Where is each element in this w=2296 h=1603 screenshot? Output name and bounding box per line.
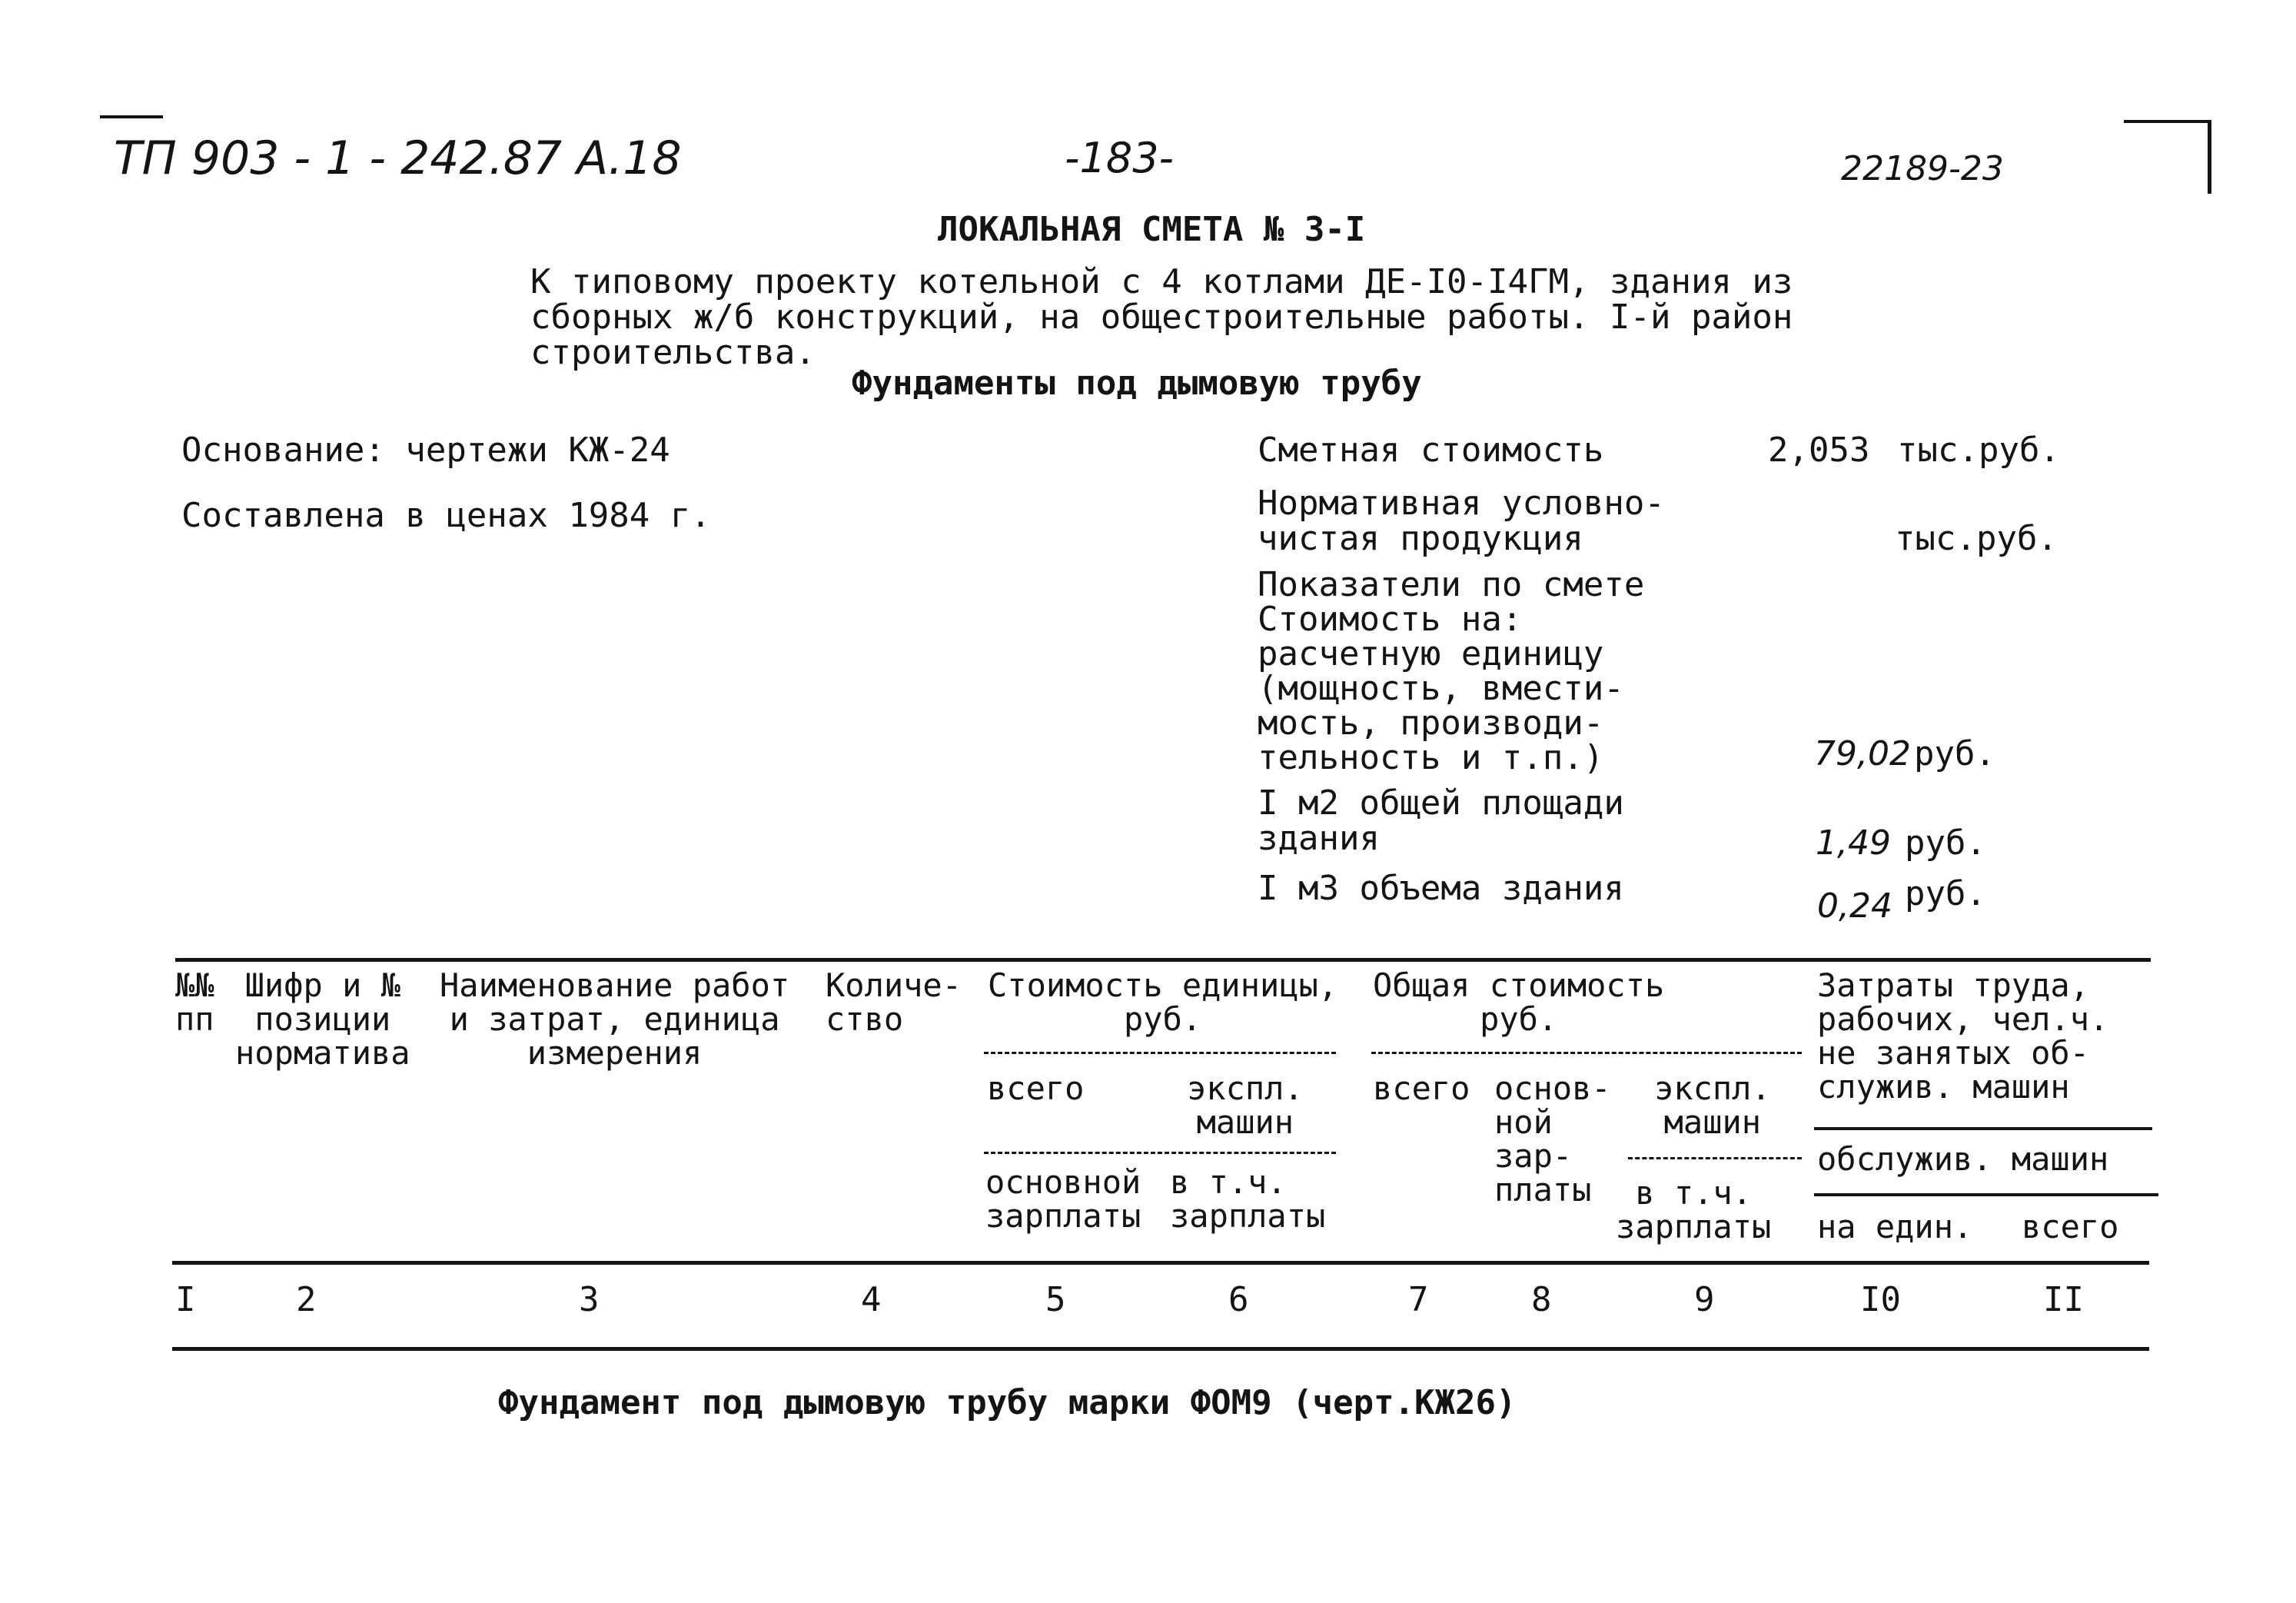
rule-labor-2	[1814, 1193, 2158, 1196]
estimate-cost-value: 2,053	[1768, 431, 1870, 470]
per-unit-value: 79,02	[1814, 734, 1911, 773]
rule-unit-cost-2	[984, 1152, 1336, 1154]
table-header-bottom-rule	[172, 1261, 2149, 1265]
col-num-5: 5	[1045, 1280, 1066, 1319]
area-unit: руб.	[1905, 823, 1986, 863]
col-code-header: Шифр и № позиции норматива	[235, 966, 410, 1072]
col-num-6: 6	[1228, 1280, 1249, 1319]
document-subtitle: К типовому проекту котельной с 4 котлами ДЕ-I0-I4ГМ, здания из сборных ж/б конструкций, на общестроительные работы. I-й район строительства.	[530, 262, 1793, 372]
table-top-rule	[175, 958, 2151, 962]
col-qty-header: Количе- ство	[826, 966, 962, 1038]
estimate-cost-label: Сметная стоимость	[1258, 431, 1604, 470]
col-num-8: 8	[1531, 1280, 1552, 1319]
page-number: -183-	[1065, 134, 1175, 182]
rule-unit-cost	[984, 1052, 1336, 1054]
rule-total-cost	[1371, 1052, 1802, 1054]
normative-unit: тыс.руб.	[1895, 519, 2058, 558]
document-code: ТП 903 - 1 - 242.87 А.18	[114, 131, 682, 185]
per-unit-unit: руб.	[1914, 734, 1995, 773]
col-num-11: II	[2043, 1280, 2084, 1319]
basis-prices: Составлена в ценах 1984 г.	[181, 496, 711, 535]
col9-bottom-header: в т.ч. зарплаты	[1616, 1174, 1772, 1245]
total-cost-group-header: Общая стоимость руб.	[1373, 966, 1665, 1038]
col7-header: всего	[1373, 1069, 1470, 1107]
item-heading: Фундамент под дымовую трубу марки ФОМ9 (черт.КЖ26)	[498, 1383, 1517, 1422]
col9-top-header: экспл. машин	[1654, 1069, 1771, 1141]
col10-header: на един.	[1817, 1208, 1973, 1245]
col5-bottom-header: основной зарплаты	[985, 1163, 1141, 1235]
col8-header: основ- ной зар- платы	[1494, 1069, 1611, 1209]
labor-sub-header: обслужив. машин	[1817, 1140, 2109, 1178]
col-number-header: №№ пп	[175, 966, 214, 1038]
col-num-1: I	[175, 1280, 196, 1319]
col-num-10: I0	[1860, 1280, 1901, 1319]
col-num-4: 4	[861, 1280, 882, 1319]
indicators-label: Показатели по смете Стоимость на: расчетную единицу (мощность, вмести- мость, производи- тельность и т.п.)	[1258, 565, 1645, 777]
volume-label: I м3 объема здания	[1258, 869, 1624, 908]
unit-cost-group-header: Стоимость единицы, руб.	[988, 966, 1338, 1038]
area-label: I м2 общей площади здания	[1258, 783, 1624, 858]
corner-mark-right-side	[2208, 120, 2211, 194]
labor-group-header: Затраты труда, рабочих, чел.ч. не занятых об- служив. машин	[1817, 966, 2109, 1106]
document-title: ЛОКАЛЬНАЯ СМЕТА № 3-I	[938, 210, 1366, 249]
table-numbers-bottom-rule	[172, 1347, 2149, 1351]
col-name-header: Наименование работ и затрат, единица измерения	[440, 966, 790, 1072]
archive-number: 22189-23	[1841, 149, 2004, 188]
normative-label: Нормативная условно- чистая продукция	[1258, 484, 1665, 558]
col6-top-header: экспл. машин	[1187, 1069, 1304, 1141]
col-num-2: 2	[296, 1280, 317, 1319]
col5-top-header: всего	[987, 1069, 1085, 1107]
corner-mark-right-top	[2124, 120, 2211, 123]
section-title: Фундаменты под дымовую трубу	[852, 364, 1422, 403]
col11-header: всего	[2022, 1208, 2119, 1245]
estimate-cost-unit: тыс.руб.	[1897, 431, 2060, 470]
basis-drawings: Основание: чертежи КЖ-24	[181, 431, 670, 470]
col6-bottom-header: в т.ч. зарплаты	[1170, 1163, 1326, 1235]
col-num-9: 9	[1694, 1280, 1715, 1319]
corner-mark-left	[100, 115, 163, 118]
col-num-7: 7	[1408, 1280, 1429, 1319]
rule-machines	[1628, 1157, 1802, 1159]
area-value: 1,49	[1816, 823, 1891, 863]
volume-value: 0,24	[1817, 886, 1892, 926]
volume-unit: руб.	[1905, 874, 1986, 913]
col-num-3: 3	[579, 1280, 600, 1319]
rule-labor-1	[1814, 1127, 2152, 1130]
